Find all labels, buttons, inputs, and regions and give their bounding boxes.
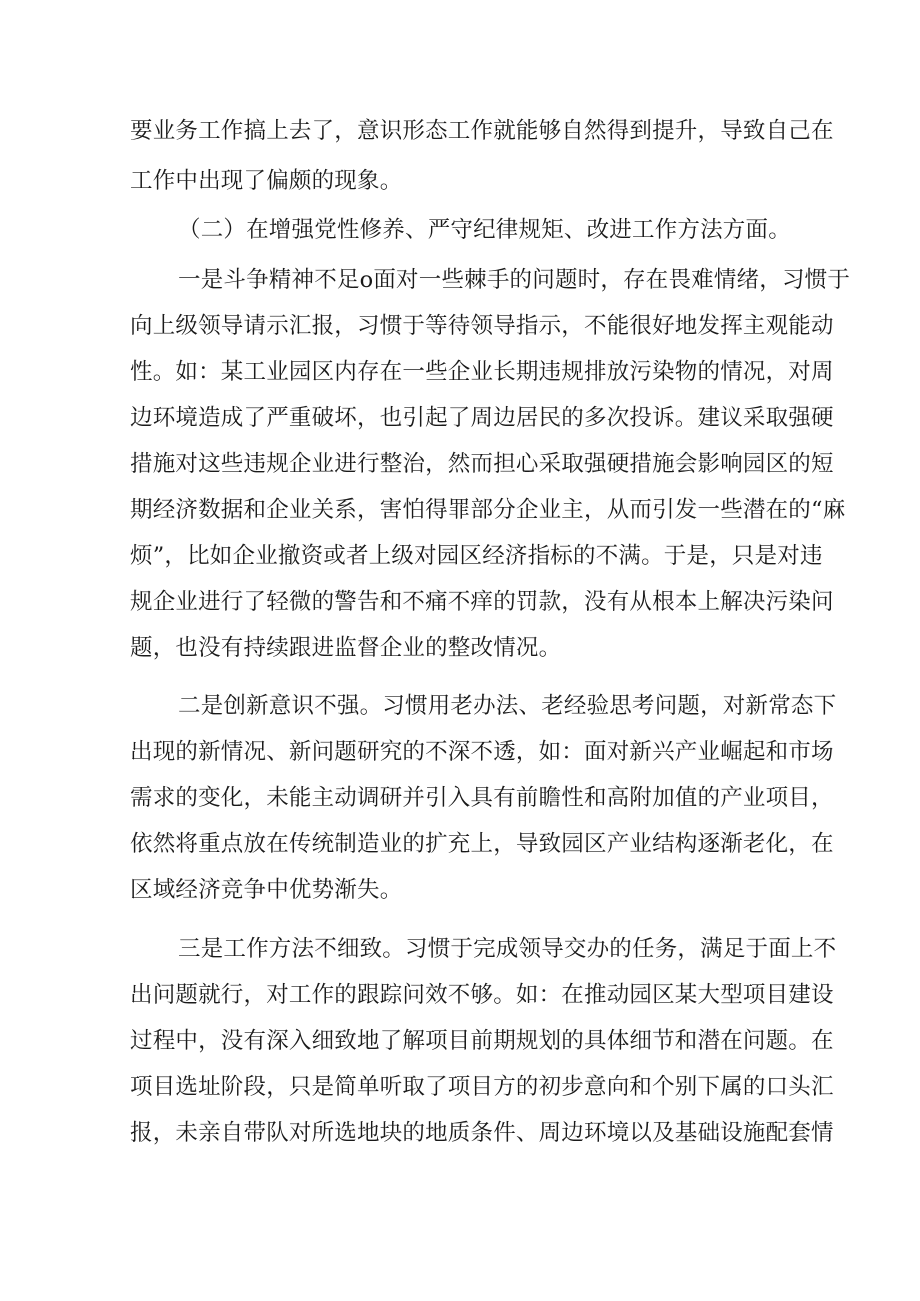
text-line: 项目选址阶段，只是简单听取了项目方的初步意向和个别下属的口头汇 [130,1074,834,1100]
text-line: 工作中出现了偏颇的现象。 [130,168,403,194]
text-line: 要业务工作搞上去了，意识形态工作就能够自然得到提升，导致自己在 [130,118,834,144]
text-line: 过程中，没有深入细致地了解项目前期规划的具体细节和潜在问题。在 [130,1028,834,1054]
text-line: 边环境造成了严重破坏，也引起了周边居民的多次投诉。建议采取强硬 [130,405,834,431]
text-line: 性。如：某工业园区内存在一些企业长期违规排放污染物的情况，对周 [130,359,834,385]
text-line: 一是斗争精神不足o面对一些棘手的问题时，存在畏难情绪，习惯于 [178,267,851,293]
text-line: 向上级领导请示汇报，习惯于等待领导指示，不能很好地发挥主观能动 [130,313,834,339]
text-line: 报，未亲自带队对所选地块的地质条件、周边环境以及基础设施配套情 [130,1120,834,1146]
text-line: 期经济数据和企业关系，害怕得罪部分企业主，从而引发一些潜在的“麻 [130,497,846,523]
text-line: 依然将重点放在传统制造业的扩充上，导致园区产业结构逐渐老化，在 [130,831,834,857]
text-line: 措施对这些违规企业进行整治，然而担心采取强硬措施会影响园区的短 [130,451,834,477]
text-line: 区域经济竞争中优势渐失。 [130,877,403,903]
text-line: 三是工作方法不细致。习惯于完成领导交办的任务，满足于面上不 [178,936,837,962]
section-heading: （二）在增强党性修养、严守纪律规矩、改进工作方法方面。 [178,217,791,243]
text-line: 需求的变化，未能主动调研并引入具有前瞻性和高附加值的产业项目， [130,785,834,811]
text-line: 规企业进行了轻微的警告和不痛不痒的罚款，没有从根本上解决污染问 [130,589,834,615]
text-line: 二是创新意识不强。习惯用老办法、老经验思考问题，对新常态下 [178,693,837,719]
text-line: 烦”，比如企业撤资或者上级对园区经济指标的不满。于是，只是对违 [130,543,823,569]
text-line: 出问题就行，对工作的跟踪问效不够。如：在推动园区某大型项目建设 [130,982,834,1008]
text-line: 题，也没有持续跟进监督企业的整改情况。 [130,635,562,661]
text-line: 出现的新情况、新问题研究的不深不透，如：面对新兴产业崛起和市场 [130,739,834,765]
